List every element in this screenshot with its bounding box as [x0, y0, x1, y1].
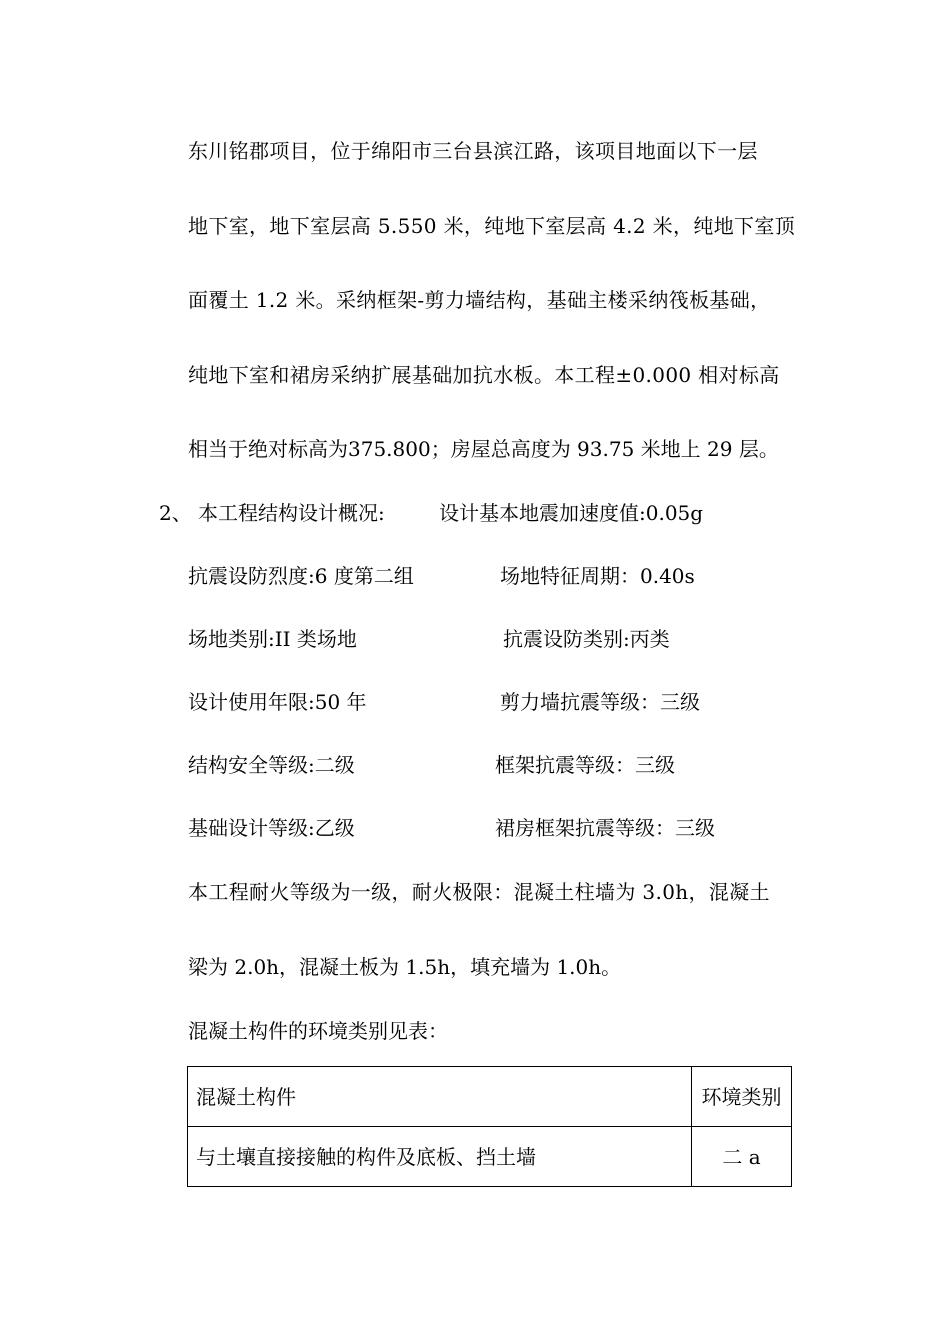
param-right: 场地特征周期：0.40s — [500, 564, 695, 588]
table-header-cell: 混凝土构件 — [188, 1067, 692, 1127]
table-intro: 混凝土构件的环境类别见表： — [188, 1019, 448, 1043]
param-left: 基础设计等级:乙级 — [188, 816, 355, 840]
paragraph-line: 梁为 2.0h，混凝土板为 1.5h，填充墙为 1.0h。 — [188, 955, 622, 979]
table-header-cell: 环境类别 — [692, 1067, 792, 1127]
section-number: 2、 — [159, 501, 192, 525]
table-header-row — [188, 1067, 792, 1127]
param-left: 设计使用年限:50 年 — [188, 690, 367, 714]
param-left: 结构安全等级:二级 — [188, 753, 355, 777]
paragraph-line: 相当于绝对标高为375.800；房屋总高度为 93.75 米地上 29 层。 — [188, 437, 779, 461]
param-right: 剪力墙抗震等级：三级 — [500, 690, 700, 714]
seismic-acceleration: 设计基本地震加速度值:0.05g — [439, 501, 704, 525]
paragraph-line: 地下室，地下室层高 5.550 米，纯地下室层高 4.2 米，纯地下室顶 — [188, 214, 796, 238]
param-left: 场地类别:II 类场地 — [188, 627, 357, 651]
paragraph-line: 本工程耐火等级为一级，耐火极限：混凝土柱墙为 3.0h，混凝土 — [188, 880, 770, 904]
section-title: 本工程结构设计概况: — [198, 501, 385, 525]
table-row — [188, 1127, 792, 1187]
paragraph-line: 面覆土 1.2 米。采纳框架-剪力墙结构，基础主楼采纳筏板基础， — [188, 288, 771, 312]
table-cell: 与土壤直接接触的构件及底板、挡土墙 — [188, 1127, 692, 1187]
param-right: 框架抗震等级：三级 — [495, 753, 675, 777]
param-left: 抗震设防烈度:6 度第二组 — [188, 564, 414, 588]
param-right: 抗震设防类别:丙类 — [503, 627, 670, 651]
table-cell: 二 a — [692, 1127, 792, 1187]
paragraph-line: 纯地下室和裙房采纳扩展基础加抗水板。本工程±0.000 相对标高 — [188, 363, 780, 387]
param-right: 裙房框架抗震等级：三级 — [495, 816, 715, 840]
environment-class-table — [187, 1066, 792, 1187]
paragraph-line: 东川铭郡项目，位于绵阳市三台县滨江路，该项目地面以下一层 — [188, 139, 758, 163]
